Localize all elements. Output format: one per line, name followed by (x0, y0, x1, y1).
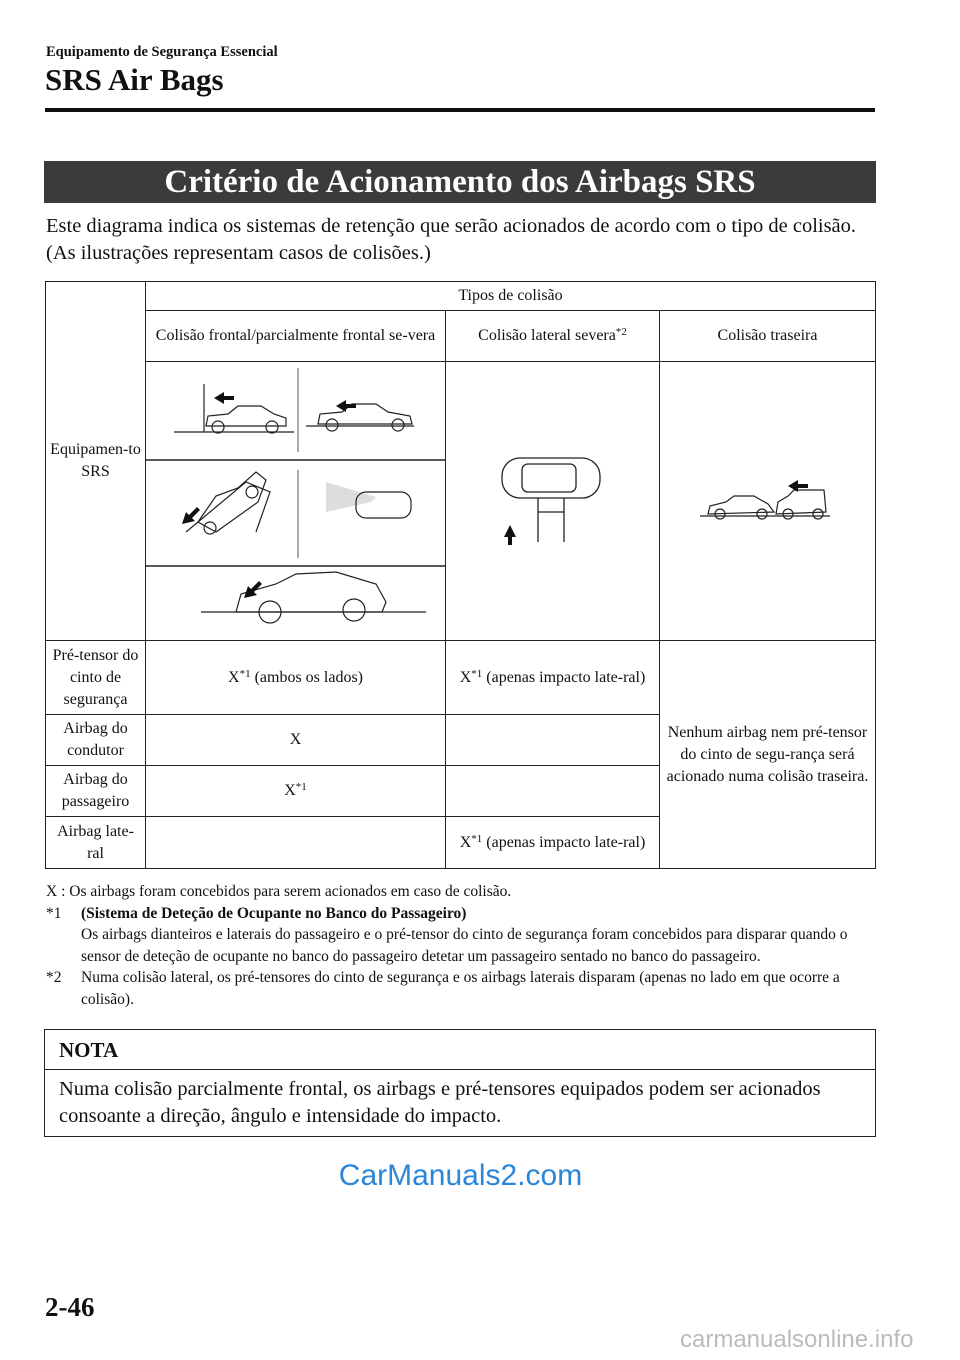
nota-box (44, 1029, 876, 1137)
footnote-2: *2 Numa colisão lateral, os pré-tensores do cinto de segurança e os airbags laterais disparam (apenas no lado em que ocorre a colisão). (46, 969, 840, 1008)
rear-illustration (660, 362, 876, 641)
note-x: X : Os airbags foram concebidos para serem acionados em caso de colisão. (46, 883, 512, 900)
row-label: Airbag do condutor (46, 715, 146, 766)
section-header: Equipamento de Segurança Essencial (46, 44, 278, 60)
table-row (46, 641, 876, 715)
row-label: Airbag do passageiro (46, 766, 146, 817)
page-body (45, 213, 876, 1193)
row-header: Equipamen-to SRS (46, 282, 146, 641)
side-collision-illustration (446, 362, 659, 640)
lateral-cell (446, 715, 660, 766)
row-label: Airbag late-ral (46, 817, 146, 869)
rear-cell: Nenhum airbag nem pré-tensor do cinto de segu-rança será acionado numa colisão traseira. (660, 641, 876, 869)
footnotes (46, 881, 876, 1011)
frontal-cell: $X^{*1}$ (ambos os lados) (146, 641, 446, 715)
row-label: Pré-tensor do cinto de segurança (46, 641, 146, 715)
footer-watermark: carmanualsonline.info (680, 1326, 914, 1353)
frontal-cell: $X^{*1}$ (146, 766, 446, 817)
col-rear: Colisão traseira (660, 311, 876, 362)
footnote-1: *1 (Sistema de Deteção de Ocupante no Banco do Passageiro) Os airbags dianteiros e laterais do passageiro e o pré-tensor do cinto de segurança foram concebidos para disparar quando o sensor de deteção de ocupante no banco do passageiro detetar um passageiro sentado no banco do passageiro. (46, 904, 848, 965)
nota-text: Numa colisão parcialmente frontal, os airbags e pré-tensores equipados podem ser acionados consoante a direção, ângulo e intensidade do impacto. (59, 1077, 821, 1127)
frontal-cell: X (146, 715, 446, 766)
frontal-cell (146, 817, 446, 869)
group-header: Tipos de colisão (146, 282, 876, 311)
lateral-cell: $X^{*1}$ (apenas impacto late-ral) (446, 641, 660, 715)
section-banner: Critério de Acionamento dos Airbags SRS (44, 161, 876, 203)
frontal-collision-illustration (146, 362, 445, 640)
page-number: 2-46 (45, 1292, 95, 1322)
intro-note: (As ilustrações representam casos de colisões.) (46, 242, 431, 264)
page-title: SRS Air Bags (45, 62, 224, 97)
lateral-illustration (446, 362, 660, 641)
title-rule (45, 108, 875, 112)
watermark-overlay: CarManuals2.com (338, 1158, 583, 1192)
rear-collision-illustration (660, 362, 875, 640)
frontal-illustrations (146, 362, 446, 641)
lateral-cell: $X^{*1}$ (apenas impacto late-ral) (446, 817, 660, 869)
intro-text: Este diagrama indica os sistemas de retenção que serão acionados de acordo com o tipo de colisão. (46, 215, 857, 237)
col-lateral: Colisão lateral severa$^{*2}$ (446, 311, 660, 362)
deployment-table (45, 281, 876, 869)
lateral-cell (446, 766, 660, 817)
nota-title: NOTA (45, 1030, 875, 1070)
col-frontal: Colisão frontal/parcialmente frontal se-vera (146, 311, 446, 362)
